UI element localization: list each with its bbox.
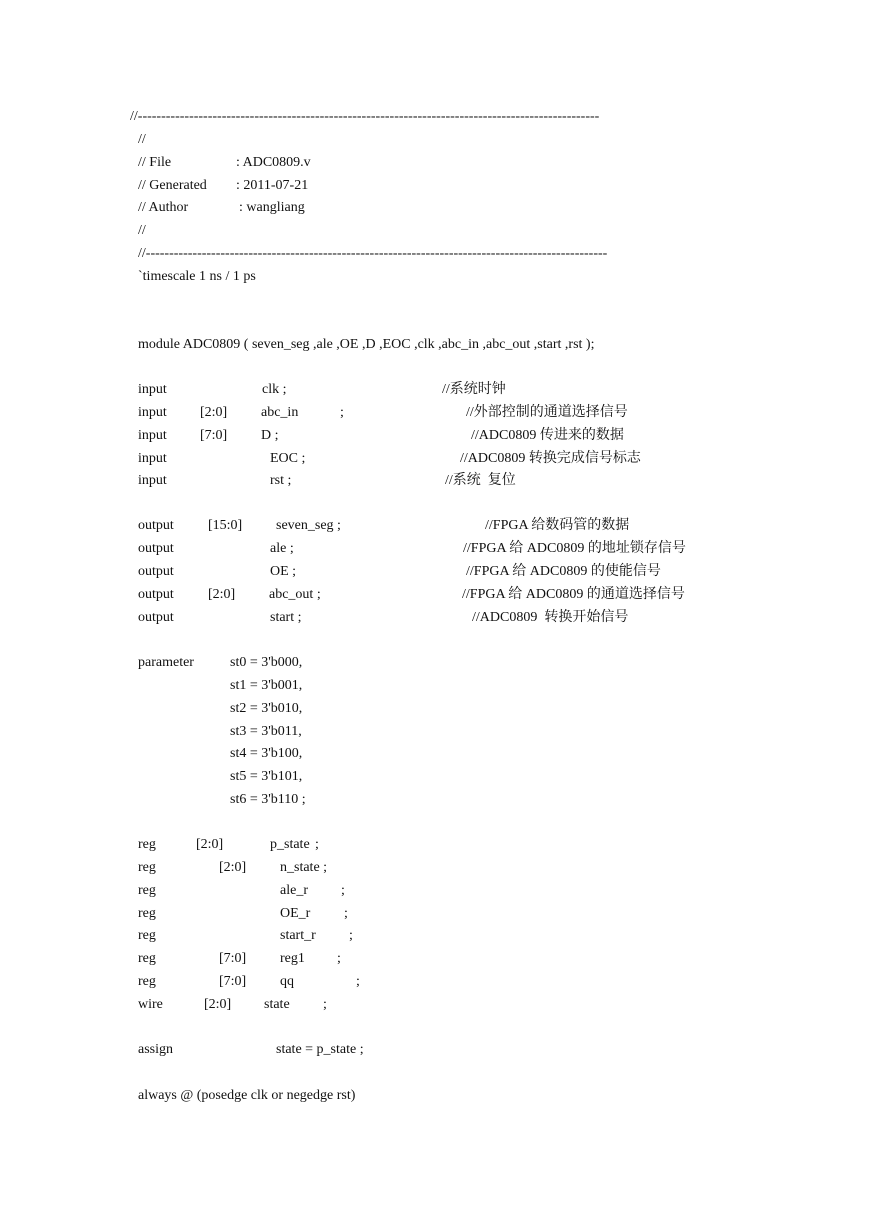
output-width: [2:0] bbox=[208, 587, 236, 602]
wire-keyword: wire bbox=[138, 997, 163, 1012]
input-keyword: input bbox=[138, 382, 167, 397]
assign-expression: state = p_state ; bbox=[276, 1042, 364, 1057]
module-declaration: module ADC0809 ( seven_seg ,ale ,OE ,D ,EOC ,clk ,abc_in ,abc_out ,start ,rst ); bbox=[138, 337, 595, 352]
header-generated-value: : 2011-07-21 bbox=[236, 178, 309, 193]
output-keyword: output bbox=[138, 610, 174, 625]
parameter-keyword: parameter bbox=[138, 655, 194, 670]
header-file-value: : ADC0809.v bbox=[236, 155, 311, 170]
header-file-label: // File bbox=[138, 155, 172, 170]
output-keyword: output bbox=[138, 541, 174, 556]
input-name: rst ; bbox=[270, 473, 292, 488]
reg-name: n_state ; bbox=[280, 860, 328, 875]
output-comment: //ADC0809 转换开始信号 bbox=[472, 610, 629, 625]
input-name: D ; bbox=[261, 428, 279, 443]
reg-keyword: reg bbox=[138, 974, 156, 989]
reg-keyword: reg bbox=[138, 837, 156, 852]
output-keyword: output bbox=[138, 518, 174, 533]
input-comment: //系统 复位 bbox=[445, 473, 516, 488]
reg-name: start_r bbox=[280, 928, 316, 943]
output-keyword: output bbox=[138, 564, 174, 579]
output-comment: //FPGA 给 ADC0809 的地址锁存信号 bbox=[463, 541, 686, 556]
reg-semicolon: ; bbox=[341, 883, 345, 898]
header-author-label: // Author bbox=[138, 200, 189, 215]
input-name: clk ; bbox=[262, 382, 287, 397]
reg-keyword: reg bbox=[138, 883, 156, 898]
output-name: start ; bbox=[270, 610, 302, 625]
reg-name: ale_r bbox=[280, 883, 308, 898]
wire-name: state bbox=[264, 997, 290, 1012]
input-comment: //外部控制的通道选择信号 bbox=[466, 405, 628, 420]
input-comment: //系统时钟 bbox=[442, 382, 506, 397]
input-keyword: input bbox=[138, 428, 167, 443]
output-comment: //FPGA 给 ADC0809 的通道选择信号 bbox=[462, 587, 685, 602]
input-width: [2:0] bbox=[200, 405, 228, 420]
reg-width: [2:0] bbox=[219, 860, 247, 875]
reg-name: p_state bbox=[270, 837, 310, 852]
reg-semicolon: ; bbox=[349, 928, 353, 943]
reg-keyword: reg bbox=[138, 928, 156, 943]
header-rule-bottom: //--------------------------------------------------------------------------------------------------- bbox=[138, 246, 608, 261]
parameter-entry: st5 = 3'b101, bbox=[230, 769, 303, 784]
parameter-entry: st1 = 3'b001, bbox=[230, 678, 303, 693]
always-block-header: always @ (posedge clk or negedge rst) bbox=[138, 1088, 356, 1103]
reg-width: [7:0] bbox=[219, 974, 247, 989]
wire-width: [2:0] bbox=[204, 997, 232, 1012]
reg-name: qq bbox=[280, 974, 294, 989]
parameter-entry: st3 = 3'b011, bbox=[230, 724, 302, 739]
parameter-entry: st6 = 3'b110 ; bbox=[230, 792, 306, 807]
input-name: abc_in bbox=[261, 405, 299, 420]
output-comment: //FPGA 给数码管的数据 bbox=[485, 518, 630, 533]
parameter-entry: st2 = 3'b010, bbox=[230, 701, 303, 716]
input-semicolon: ; bbox=[340, 405, 344, 420]
header-rule-top: //--------------------------------------------------------------------------------------------------- bbox=[130, 109, 600, 124]
input-name: EOC ; bbox=[270, 451, 306, 466]
input-keyword: input bbox=[138, 473, 167, 488]
reg-name: reg1 bbox=[280, 951, 305, 966]
input-keyword: input bbox=[138, 451, 167, 466]
header-comment-blank: // bbox=[138, 132, 146, 147]
reg-keyword: reg bbox=[138, 906, 156, 921]
parameter-entry: st4 = 3'b100, bbox=[230, 746, 303, 761]
reg-semicolon: ; bbox=[315, 837, 319, 852]
output-comment: //FPGA 给 ADC0809 的使能信号 bbox=[466, 564, 661, 579]
reg-semicolon: ; bbox=[356, 974, 360, 989]
reg-width: [7:0] bbox=[219, 951, 247, 966]
reg-width: [2:0] bbox=[196, 837, 224, 852]
timescale-directive: `timescale 1 ns / 1 ps bbox=[138, 269, 256, 284]
reg-keyword: reg bbox=[138, 860, 156, 875]
output-name: seven_seg ; bbox=[276, 518, 341, 533]
reg-semicolon: ; bbox=[337, 951, 341, 966]
parameter-entry: st0 = 3'b000, bbox=[230, 655, 303, 670]
header-author-value: : wangliang bbox=[239, 200, 305, 215]
output-name: abc_out ; bbox=[269, 587, 321, 602]
reg-semicolon: ; bbox=[344, 906, 348, 921]
assign-keyword: assign bbox=[138, 1042, 173, 1057]
reg-keyword: reg bbox=[138, 951, 156, 966]
input-width: [7:0] bbox=[200, 428, 228, 443]
input-comment: //ADC0809 转换完成信号标志 bbox=[460, 451, 641, 466]
wire-semicolon: ; bbox=[323, 997, 327, 1012]
output-name: OE ; bbox=[270, 564, 297, 579]
header-generated-label: // Generated bbox=[138, 178, 207, 193]
input-keyword: input bbox=[138, 405, 167, 420]
header-comment-blank: // bbox=[138, 223, 146, 238]
reg-name: OE_r bbox=[280, 906, 311, 921]
output-keyword: output bbox=[138, 587, 174, 602]
output-name: ale ; bbox=[270, 541, 294, 556]
output-width: [15:0] bbox=[208, 518, 243, 533]
input-comment: //ADC0809 传进来的数据 bbox=[471, 428, 624, 443]
